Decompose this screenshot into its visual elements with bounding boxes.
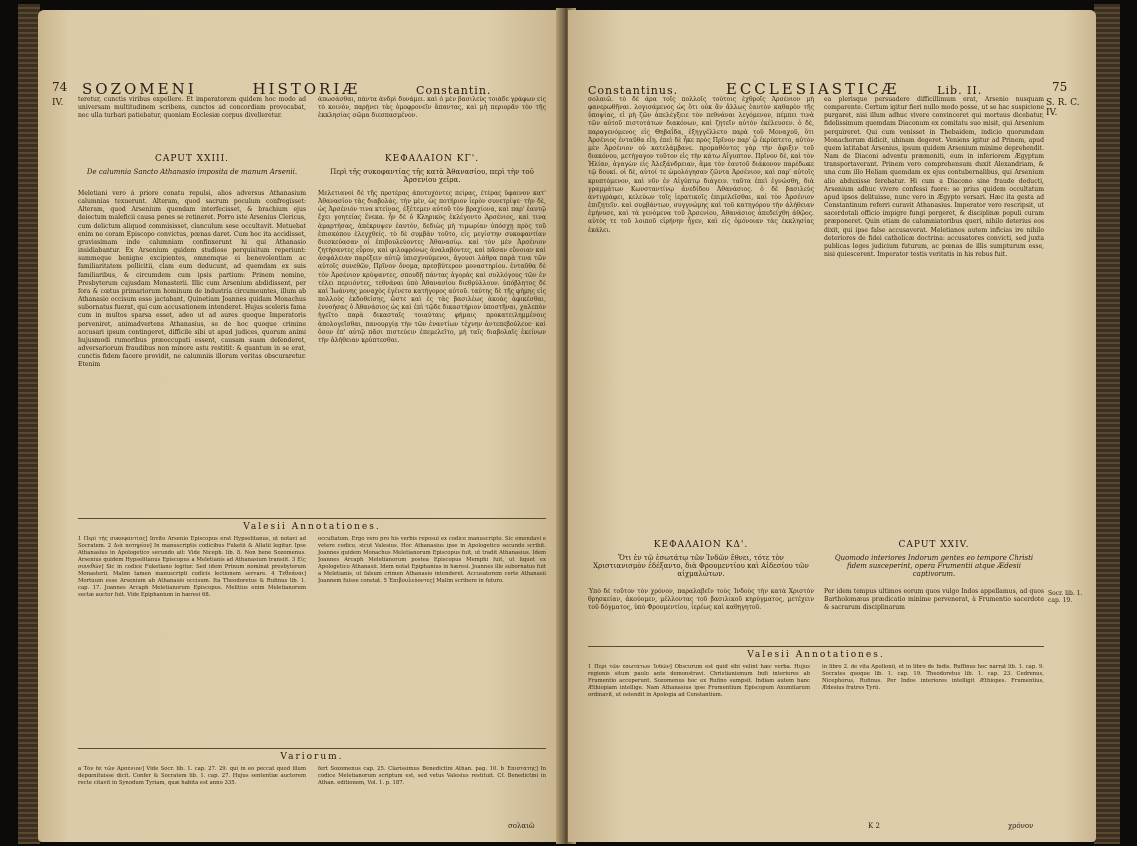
latin-body-2: Per idem tempus ultimos eorum quos vulgo Indos appellamus, ad quos Bartholomæus prædicatio minime pervenerat, à Frumentio sacerdote & sacrarum disciplinarum	[824, 588, 1044, 612]
running-head-part: Constantin.	[416, 84, 492, 97]
notes-column: 1 Περὶ τῶν ἐσωτάτων Ἰνδῶν] Obscurum est quid sibi velint hæc verba. Hujus regionis situm paulo ante demonstravi. Christianismum Indi interiores ab Frumentio acceperunt. Sozomenus hoc ex Rufino sumpsit. Indiam autem hanc Æthiopiam intellige. Nam Athanasius ipse Frumentium Episcopum Axumitarum ordinavit, ut ostendit in Apologia ad Constantium.	[588, 664, 810, 698]
greek-intro: ἀπωσάσθαι, πάντα ἀνδρὶ δυνάμει. καὶ ὁ μὲν βασιλεὺς τοιάδε γράφων εἰς τὸ κοινὸν, παρῄνει τὰς ὁμοφρονεῖν ἅπαντας, καὶ μὴ περιορᾶν τὸν τῆς ἐκκλησίας σῶμα διεσπασμένον.	[318, 96, 546, 120]
running-head-part: Constantinus.	[588, 84, 679, 97]
divider	[78, 748, 546, 749]
running-head-part: SOZOMENI	[82, 80, 197, 98]
left-page-edges	[18, 4, 40, 844]
variorum-column: a Τὸν δὲ τῶν Ἀρσένιον] Vide Socr. lib. 1. cap. 27. 29. qui in eo peccat quod illum depœnituisse dicit. Confer & Socratem lib. 1. cap. 27. Hujus sententiæ auctorem recte citavit in Synodum Tyriam, quæ habita est anno 335.	[78, 766, 306, 786]
variorum-header: Variorum.	[280, 752, 344, 762]
latin-body: Meletiani vero à priore conatu repulsi, alios adversus Athanasium calumnias texuerunt. Alteram, quod sacrum poculum confregisset: Alteram, quod Arsenium quendam interfecisset, & brachium ejus deiectum maleficii causa penes se retineret. Porro iste Arsenius Clericus, cum delictum aliquod commisisset, clanculum sese occultavit. Metuebat enim ne coram Episcopo convictus, pœnas daret. Cum hoc ita accidisset, gravissimam inde calumniam confinxerunt hi qui Athanasio insidiabantur. Ex Arsenium quidem studiose perquisitum reperiunt: summeque benigne excipientes, omnemque ei benevolentiam ac familiaritatem pollicitii, clam eum deducunt, ad quemdam ex suis familiaribus, & circumdem cum ipsis partium: Prinem nomine, Presbyterum cujusdam Monasterii. Illic cum Arsenium abdidissent, per fora & cœtus primariorum hominum de industria circumeuntes, illum ab Athanasio occisum esse jactabant, Quinetiam Joannes quidam Monachus subornatus fuerat, qui cum accusationem intenderet. Hujus sceleris fama cum in multos sparsa esset, adeo ut ad aures quoque Imperatoris perveniret, animadvertens Athanasius, se de hoc quoque crimine accusari ipsum contingeret, difficile sibi ut apud judices, quorum animi hujusmodi rumoribus præoccupati essent, causam suam defenderet, adversariorum fraudibus non minore astu restitit: & quantum in se erat, cunctis fidem facere providit, ne calumniis illorum veritas obscuraretur. Etenim	[78, 190, 306, 369]
page-number: 74	[52, 80, 68, 94]
chapter-heading-greek: ΚΕΦΑΛΑΙΟΝ ΚΓ'.	[384, 154, 480, 164]
latin-intro: teretur, cunctis viribus expellere. Et imperatorem quidem hoc modo ad universam multitudinem scribens, cunctos ad concordiam provocabat, nec ulla turbari patiebatur, quoniam Ecclesiæ corpus divelleretur.	[78, 96, 306, 120]
left-page	[38, 10, 564, 842]
greek-body: Μελετιανοὶ δὲ τῆς προτέρας ἀποτυχόντες πείρας, ἑτέρας ὕφαινον κατ' Ἀθανασίου τὰς διαβολάς. τὴν μὲν, ὡς ποτήριον ἱερὸν συνετρίψε· τὴν δὲ, ὡς Ἀρσένιόν τινα κτείνας, ἐξέτεμεν αὐτοῦ τὸν βραχίονα, καὶ παρ' ἑαυτῷ ἔχει γοητείας ἕνεκα. ἦν δὲ ὁ Κληρικὸς ἐκλέγοντο Ἀρσένιος, καὶ τινα ἁμαρτήσας, ἀπέκρυψεν ἑαυτὸν, δεδιὼς μὴ τιμωρίαν ὑπόσχῃ πρὸς τοῦ ἐπισκόπου ἐλεγχθείς. τὸ δὲ συμβὰν τοῦτο, εἰς μεγίστην συκοφαντίαν διεσκεύασαν οἱ ἐπιβουλεύοντες Ἀθανασίῳ. καὶ τὸν μὲν Ἀρσένιον ζητήσαντες εὗρον, καὶ φιλοφρόνως ἀναλαβόντες, καὶ πᾶσαν εὔνοιαν καὶ ἀσφάλειαν παρέξειν αὐτῷ ὑπισχνούμενοι, ἄγουσι λάθρα παρὰ τινα τῶν αὐτοῖς συνεθῶν, Πρῖνον ὄνομα, πρεσβύτερον μοναστηρίου. ἐνταῦθα δὲ τὸν Ἀρσένιον κρύψαντες, σπουδῇ πάντας ἀγορὰς καὶ συλλόγους τῶν ἐν τέλει περιιόντες, τεθνάναι ὑπὸ Ἀθανασίου διεθρύλλουν. ὑπόβλητος δὲ καὶ Ἰωάννης μοναχὸς ἐγένετο κατήγορος αὐτοῦ. ταύτης δὲ τῆς φήμης εἰς πολλοὺς ἐκδοθείσης, ὥστε καὶ ἐς τὰς βασιλέως ἀκοὰς ἀφικέσθαι, ἐννοήσας ὁ Ἀθανάσιος ὡς καὶ ἐπὶ τῷδε δικαστήριον ὑποστῆναι, χαλεπὸν ἡγεῖτο παρὰ δικασταῖς τοιαύταις φήμαις προκατειλημμένοις ἀπολογεῖσθαι, πανουργίᾳ τὴν τῶν ἐναντίων τέχνην ἀντεπεβούλευε· καὶ ὅσον ἐπ' αὐτῷ πᾶσι πιστεύειν ἐπεμελεῖτο, μὴ ταῖς διαβολαῖς ἐκείνων τὴν ἀλήθειαν κρύπτεσθαι.	[318, 190, 546, 344]
greek-body-2: Ὑπὸ δὲ τοῦτον τὸν χρόνον, παραλαβεῖν τοὺς Ἰνδοὺς τὴν κατὰ Χριστὸν θρησκείαν, ἀκούομεν, μέλλοντας τοῦ βασιλικοῦ κηρύγματος, μετέχειν τοῦ δόγματος, ὑπὸ Φρουμεντίου, ἱερέως καὶ καθηγητοῦ.	[588, 588, 814, 612]
margin-year: S. R. C. IV.	[1046, 98, 1080, 118]
chapter-heading-greek: ΚΕΦΑΛΑΙΟΝ ΚΔ'.	[653, 540, 749, 550]
margin-year: IV.	[52, 98, 64, 108]
chapter-title-greek: Ὅτι ἐν τῷ ἐσωτάτῳ τῶν Ἰνδῶν ἔθνει, τότε τὸν Χριστιανισμὸν ἐδέξαντο, διὰ Φρουμεντίου καὶ Αἰδεσίου τῶν αἰχμαλώτων.	[593, 554, 809, 578]
latin-body: ea plerisque persuadere difficillimum erat, Arsenio nusquam comparente. Certum igitur fieri nullo modo posse, ut se hac suspicione purgaret, nisi illum adhuc vivere convinceret qui mortuus dicebatur, fidelissimum quemdam Diaconum ex comitatu suo misit, qui Arsenium perquireret. Qui cum venisset in Thebaidem, indicio quorumdam Monachorum didicit, ubinam degeret. Veniens igitur ad Prinem, apud quem latitabat Arsenius, ipsum quidem Arsenium minime deprehendit. Nam de Diaconi adventu præmoniti, eum in inferiorem Ægyptum transportaverant. Prinem vero comprehensum duxit Alexandriam, & una cum illo Heliam quemdam ex ejus contubernalibus, qui Arsenium alio abduxisse ferebatur. Hi cum a Diacono sine fraude deducti, Arsenium adhuc vivere confessi fuere: se prius quidem occultatum apud ipsos delituisse, nunc vero in Ægypto versari. Hæc ita gesta ad Constantinum referri curavit Athanasius. Imperator vero rescripsit, ut sacerdotali officio impigre fungi pergeret, & disciplinæ populi curam præponeret. Quin etiam de calumniatoribus queri, nihilo deterius eos dixit, qui ipse false accusaverat. Meletianos autem inficias ire nihilo deteriores de fidei catholicæ doctrina: accusatores convicti, sed juxta publicas leges judicium futurum, ac pœnas de illis sumpturum esse, nisi quiescerent. Imperator testis veritatis in his rebus fuit.	[824, 96, 1044, 258]
running-head-part: Lib. II.	[937, 84, 983, 97]
right-page-edges	[1094, 4, 1120, 844]
notes-column: 1 Περὶ τῆς συκοφαντίας] Invito Arsenio Episcopus erat Hypselitanus, ut notavi ad Socratem. 2 Διὰ ποτηρίου] In manuscriptis codicibus Fuketii & Allatii legitur. Ipse Athanasius in Apologetico secundo ait: Vide Niceph. lib. 8. Non bene Sozomenus. Arsenius quidem Hypselitanus Episcopus a Meletianis ad Athanasium transiit. 3 Εἰς συνεθῶν] Sic in codice Fuketiano legitur. Sed idem Prinum nominat presbyterum Monasterii. Malim tamen manuscripti codicis lectionem servare. 4 Τεθνάναι] Mortuum esse Arsenium ab Athanasio occisum. Ita Theodoretus & Rufinus lib. 1. cap. 17. Joannes Arcaph Meletianorum Episcopus. Melitius enim Meletianorum sectæ auctor fuit. Vide Epiphanium in hæresi 68.	[78, 536, 306, 598]
divider	[588, 646, 1044, 647]
chapter-heading-latin: CAPUT XXIV.	[898, 540, 970, 550]
catchword: χρόνον	[1008, 822, 1034, 830]
right-page	[568, 10, 1096, 842]
running-head-part: HISTORIÆ	[252, 80, 361, 98]
chapter-title-latin: Quomodo interiores Indorum gentes eo tempore Christi fidem susceperint, opera Frumentii atque Ædesii captivorum.	[834, 554, 1034, 578]
catchword: σολαιῶ	[508, 822, 535, 830]
chapter-heading-latin: CAPUT XXIII.	[154, 154, 230, 164]
notes-column: in libro 2. de vita Apollonii, et in libro de Indis. Ruffinus hoc narrat lib. 1. cap. 9. Socrates quoque lib. 1. cap. 19. Theodoretus lib. 1. cap. 23. Cedrenus, Nicephorus, Rufinus. Per Indos interiores intelligit Æthiopes. Frumentius, Ædesius fratres Tyrii.	[822, 664, 1044, 691]
notes-column: occultatum. Ergo vero pro his verbis reposui ex codice manuscripto. Sic emendavi e vetere codice, sicut Valesius. Hoc Athanasius ipse in Apologetico secundo scribit. Joannes quidem Monachus Meletianorum Episcopus fuit, ut tradit Athanasius. Idem Joannes Arcaph Meletianorum postea Episcopus Memphi fuit, ut liquet ex Apologetico Athanasii. Idem notat Epiphanius in hæresi. Joannes ille subornatus fuit a Meletianis, ut falsum crimen Athanasio intenderet. Accusatorem certe Athanasii Joannem fuisse constat. 5 Ἐπιβουλεύοντες] Malim scribere in futuro.	[318, 536, 546, 584]
page-number: 75	[1052, 80, 1068, 94]
divider	[78, 518, 546, 519]
chapter-title-latin: De calumnia Sancto Athanasio imposita de manum Arsenii.	[86, 168, 298, 176]
greek-body: σολαιῶ. τὸ δὲ ἆρα τοῖς πολλοῖς τούτοις ἐχθροῖς Ἀρσένιον μὴ φανερωθῆναι. λογισάμενος ὡς ὅτι οὐκ ἂν ἄλλως ἑαυτὸν καθαρὸν τῆς ὑποψίας, εἰ μὴ ζῶν ἀπελέγξειε τὸν πεθνάναι λεγόμενον, πέμπει τινὰ τῶν αὐτοῦ πιστοτάτων διακόνων, καὶ ζητεῖν αὐτὸν ἐκέλευσεν. ὁ δὲ, παραγενόμενος εἰς Θηβαΐδα, ἐξηγγέλλετο παρὰ τοῦ Μοναχοῦ, ὅτι Ἀρσένιος ἐνταῦθα εἴη. ἐπεὶ δὲ ἦκε πρὸς Πρῖνον παρ' ᾧ ἐκρύπτετο, αὐτὸν μὲν Ἀρσένιον οὐ κατελάμβανε. προμαθόντες γὰρ τὴν ἄφιξιν τοῦ διακόνου, μετήγαγον τοῦτον εἰς τὴν κάτω Αἴγυπτον. Πρῖνον δὲ, καὶ τὸν Ἠλίαν, ἀγαγὼν εἰς Ἀλεξάνδρειαν, ἅμα τὸν ἑαυτοῦ διάκονον παρέδωκε τῷ δουκί. οἱ δὲ, αὐτοί τε ὡμολόγησαν ζῶντα Ἀρσένιον, καὶ παρ' αὐτοῖς κρυπτόμενον, καὶ νῦν ἐν Αἰγύπτῳ διάγειν. ταῦτα ἐπεὶ ἐγνώσθη, διὰ γραμμάτων Κωνσταντίνῳ ἀνεδίδου Ἀθανάσιος. ὁ δὲ βασιλεὺς ἀντιγράφει, κελεύων τοῖς ἱερατικοῖς ἐπιμελεῖσθαι, καὶ τὸν Ἀρσένιον ἐπιζητεῖν. καὶ συμβάντων, συγγνώμης καὶ τοῦ κατηγόρου τὴν ἀλήθειαν ἐμήνυσε, καὶ τὰ γενόμενα τοῦ Ἀρσενίου, Ἀθανάσιος ἀπεδείχθη ἀθῷος. αὐτὸς τε τοῦ λοιποῦ εἰρήνην ἦγεν, καὶ εἰς ὁμόνοιαν τὰς ἐκκλησίας ἐκάλει.	[588, 96, 814, 234]
variorum-column: fert Sozomenus cap. 25. Clarissimus Benedictini Athan. pag. 10. b Ἐπιστάτης] In codice Meletianorum scriptum est, sed vetus Valesius restituit. Cf. Benedictini in Athan. editionem, Vol. 1. p. 187.	[318, 766, 546, 786]
notes-header: Valesii Annotationes.	[243, 522, 381, 532]
chapter-title-greek: Περὶ τῆς συκοφαντίας τῆς κατὰ Ἀθανασίου, περὶ τὴν τοῦ Ἀρσενίου χεῖρα.	[330, 168, 534, 184]
notes-header: Valesii Annotationes.	[747, 650, 885, 660]
margin-note: Socr. lib. 1. cap. 19.	[1048, 590, 1083, 604]
running-head-part: ECCLESIASTICÆ	[725, 80, 900, 98]
signature-mark: K 2	[868, 822, 880, 830]
